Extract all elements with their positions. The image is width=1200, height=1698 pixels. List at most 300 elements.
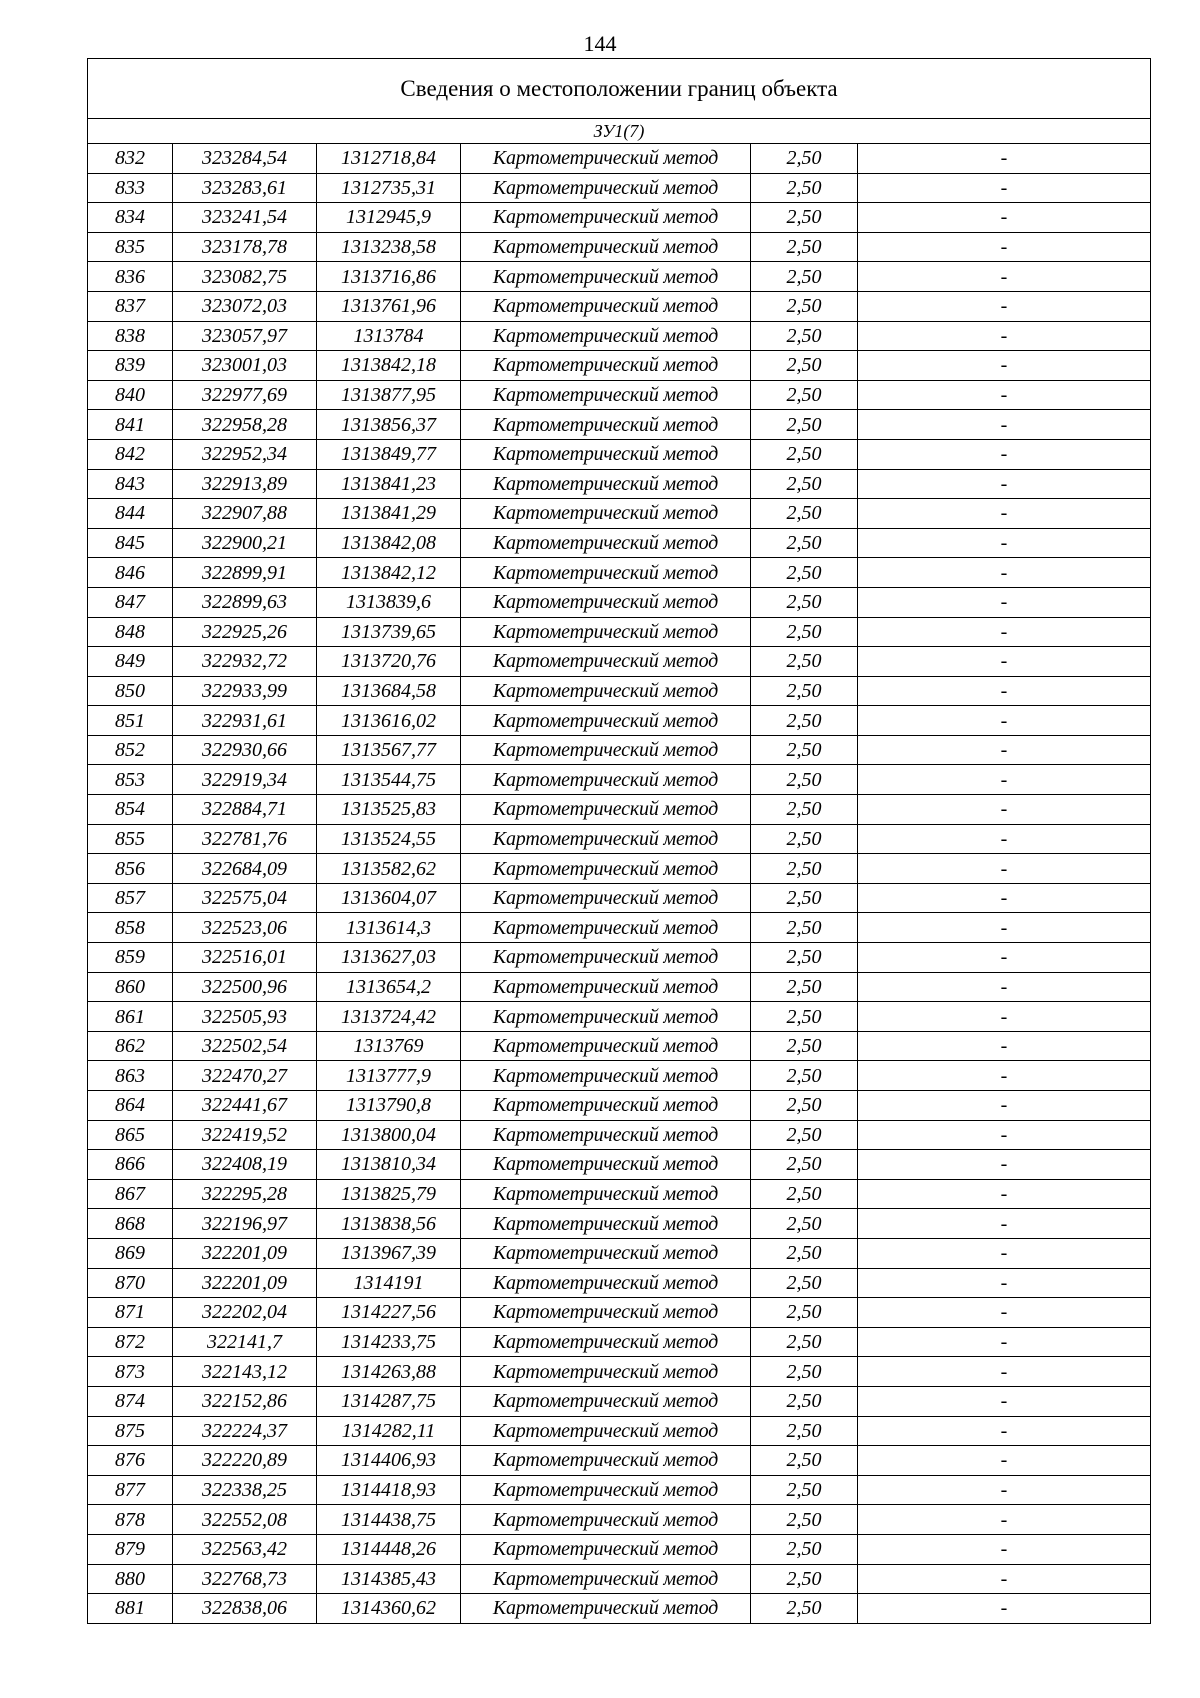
method-cell: Картометрический метод — [461, 1327, 751, 1357]
point-number-cell: 840 — [88, 380, 173, 410]
description-cell: - — [858, 291, 1151, 321]
description-cell: - — [858, 351, 1151, 381]
table-row — [88, 676, 1151, 706]
accuracy-cell: 2,50 — [751, 528, 858, 558]
description-cell: - — [858, 1268, 1151, 1298]
description-cell: - — [858, 144, 1151, 174]
table-row — [88, 1357, 1151, 1387]
accuracy-cell: 2,50 — [751, 1594, 858, 1624]
x-coordinate-cell: 322201,09 — [173, 1268, 317, 1298]
x-coordinate-cell: 322958,28 — [173, 410, 317, 440]
table-row — [88, 1091, 1151, 1121]
x-coordinate-cell: 322977,69 — [173, 380, 317, 410]
method-cell: Картометрический метод — [461, 321, 751, 351]
y-coordinate-cell: 1314385,43 — [317, 1564, 461, 1594]
y-coordinate-cell: 1313724,42 — [317, 1002, 461, 1032]
method-cell: Картометрический метод — [461, 735, 751, 765]
method-cell: Картометрический метод — [461, 647, 751, 677]
description-cell: - — [858, 1416, 1151, 1446]
y-coordinate-cell: 1313627,03 — [317, 943, 461, 973]
method-cell: Картометрический метод — [461, 1446, 751, 1476]
method-cell: Картометрический метод — [461, 291, 751, 321]
y-coordinate-cell: 1312945,9 — [317, 203, 461, 233]
accuracy-cell: 2,50 — [751, 1268, 858, 1298]
table-row — [88, 765, 1151, 795]
x-coordinate-cell: 323001,03 — [173, 351, 317, 381]
y-coordinate-cell: 1313842,08 — [317, 528, 461, 558]
method-cell: Картометрический метод — [461, 1179, 751, 1209]
x-coordinate-cell: 323082,75 — [173, 262, 317, 292]
accuracy-cell: 2,50 — [751, 173, 858, 203]
point-number-cell: 871 — [88, 1298, 173, 1328]
y-coordinate-cell: 1313567,77 — [317, 735, 461, 765]
description-cell: - — [858, 1594, 1151, 1624]
x-coordinate-cell: 322338,25 — [173, 1475, 317, 1505]
method-cell: Картометрический метод — [461, 144, 751, 174]
x-coordinate-cell: 322952,34 — [173, 439, 317, 469]
point-number-cell: 834 — [88, 203, 173, 233]
method-cell: Картометрический метод — [461, 1594, 751, 1624]
description-cell: - — [858, 1150, 1151, 1180]
method-cell: Картометрический метод — [461, 1386, 751, 1416]
description-cell: - — [858, 1446, 1151, 1476]
point-number-cell: 868 — [88, 1209, 173, 1239]
y-coordinate-cell: 1314233,75 — [317, 1327, 461, 1357]
x-coordinate-cell: 322913,89 — [173, 469, 317, 499]
accuracy-cell: 2,50 — [751, 262, 858, 292]
method-cell: Картометрический метод — [461, 972, 751, 1002]
description-cell: - — [858, 943, 1151, 973]
accuracy-cell: 2,50 — [751, 824, 858, 854]
y-coordinate-cell: 1313238,58 — [317, 232, 461, 262]
point-number-cell: 838 — [88, 321, 173, 351]
point-number-cell: 849 — [88, 647, 173, 677]
x-coordinate-cell: 322441,67 — [173, 1091, 317, 1121]
x-coordinate-cell: 322141,7 — [173, 1327, 317, 1357]
description-cell: - — [858, 203, 1151, 233]
description-cell: - — [858, 706, 1151, 736]
x-coordinate-cell: 322838,06 — [173, 1594, 317, 1624]
description-cell: - — [858, 1179, 1151, 1209]
x-coordinate-cell: 322781,76 — [173, 824, 317, 854]
y-coordinate-cell: 1313967,39 — [317, 1238, 461, 1268]
point-number-cell: 843 — [88, 469, 173, 499]
method-cell: Картометрический метод — [461, 1534, 751, 1564]
table-row — [88, 587, 1151, 617]
accuracy-cell: 2,50 — [751, 1031, 858, 1061]
point-number-cell: 852 — [88, 735, 173, 765]
x-coordinate-cell: 322933,99 — [173, 676, 317, 706]
section-row — [88, 119, 1151, 144]
table-row — [88, 144, 1151, 174]
method-cell: Картометрический метод — [461, 587, 751, 617]
x-coordinate-cell: 322516,01 — [173, 943, 317, 973]
x-coordinate-cell: 322196,97 — [173, 1209, 317, 1239]
accuracy-cell: 2,50 — [751, 410, 858, 440]
y-coordinate-cell: 1313841,29 — [317, 499, 461, 529]
description-cell: - — [858, 232, 1151, 262]
description-cell: - — [858, 528, 1151, 558]
y-coordinate-cell: 1313544,75 — [317, 765, 461, 795]
boundary-coordinates-table — [87, 58, 1151, 1624]
table-row — [88, 351, 1151, 381]
accuracy-cell: 2,50 — [751, 321, 858, 351]
y-coordinate-cell: 1314418,93 — [317, 1475, 461, 1505]
y-coordinate-cell: 1313739,65 — [317, 617, 461, 647]
y-coordinate-cell: 1313842,12 — [317, 558, 461, 588]
x-coordinate-cell: 322202,04 — [173, 1298, 317, 1328]
y-coordinate-cell: 1313769 — [317, 1031, 461, 1061]
accuracy-cell: 2,50 — [751, 1446, 858, 1476]
point-number-cell: 880 — [88, 1564, 173, 1594]
table-row — [88, 1238, 1151, 1268]
point-number-cell: 836 — [88, 262, 173, 292]
y-coordinate-cell: 1313810,34 — [317, 1150, 461, 1180]
accuracy-cell: 2,50 — [751, 854, 858, 884]
y-coordinate-cell: 1313761,96 — [317, 291, 461, 321]
description-cell: - — [858, 469, 1151, 499]
description-cell: - — [858, 735, 1151, 765]
x-coordinate-cell: 322505,93 — [173, 1002, 317, 1032]
point-number-cell: 864 — [88, 1091, 173, 1121]
method-cell: Картометрический метод — [461, 499, 751, 529]
accuracy-cell: 2,50 — [751, 439, 858, 469]
accuracy-cell: 2,50 — [751, 203, 858, 233]
x-coordinate-cell: 322408,19 — [173, 1150, 317, 1180]
description-cell: - — [858, 883, 1151, 913]
accuracy-cell: 2,50 — [751, 647, 858, 677]
x-coordinate-cell: 323283,61 — [173, 173, 317, 203]
method-cell: Картометрический метод — [461, 232, 751, 262]
description-cell: - — [858, 795, 1151, 825]
y-coordinate-cell: 1314438,75 — [317, 1505, 461, 1535]
table-row — [88, 1031, 1151, 1061]
point-number-cell: 870 — [88, 1268, 173, 1298]
description-cell: - — [858, 1091, 1151, 1121]
accuracy-cell: 2,50 — [751, 1357, 858, 1387]
table-row — [88, 1150, 1151, 1180]
accuracy-cell: 2,50 — [751, 144, 858, 174]
point-number-cell: 858 — [88, 913, 173, 943]
table-row — [88, 706, 1151, 736]
accuracy-cell: 2,50 — [751, 351, 858, 381]
method-cell: Картометрический метод — [461, 765, 751, 795]
x-coordinate-cell: 322152,86 — [173, 1386, 317, 1416]
accuracy-cell: 2,50 — [751, 1386, 858, 1416]
description-cell: - — [858, 1564, 1151, 1594]
y-coordinate-cell: 1313856,37 — [317, 410, 461, 440]
accuracy-cell: 2,50 — [751, 1238, 858, 1268]
point-number-cell: 845 — [88, 528, 173, 558]
method-cell: Картометрический метод — [461, 1564, 751, 1594]
point-number-cell: 846 — [88, 558, 173, 588]
point-number-cell: 860 — [88, 972, 173, 1002]
method-cell: Картометрический метод — [461, 558, 751, 588]
table-row — [88, 1594, 1151, 1624]
point-number-cell: 863 — [88, 1061, 173, 1091]
point-number-cell: 872 — [88, 1327, 173, 1357]
accuracy-cell: 2,50 — [751, 1061, 858, 1091]
y-coordinate-cell: 1313616,02 — [317, 706, 461, 736]
method-cell: Картометрический метод — [461, 469, 751, 499]
table-row — [88, 262, 1151, 292]
table-row — [88, 1298, 1151, 1328]
x-coordinate-cell: 322931,61 — [173, 706, 317, 736]
description-cell: - — [858, 1386, 1151, 1416]
method-cell: Картометрический метод — [461, 262, 751, 292]
description-cell: - — [858, 1298, 1151, 1328]
description-cell: - — [858, 1357, 1151, 1387]
method-cell: Картометрический метод — [461, 617, 751, 647]
accuracy-cell: 2,50 — [751, 380, 858, 410]
y-coordinate-cell: 1313790,8 — [317, 1091, 461, 1121]
description-cell: - — [858, 647, 1151, 677]
x-coordinate-cell: 322899,63 — [173, 587, 317, 617]
method-cell: Картометрический метод — [461, 706, 751, 736]
point-number-cell: 861 — [88, 1002, 173, 1032]
description-cell: - — [858, 321, 1151, 351]
accuracy-cell: 2,50 — [751, 1179, 858, 1209]
x-coordinate-cell: 322470,27 — [173, 1061, 317, 1091]
y-coordinate-cell: 1313877,95 — [317, 380, 461, 410]
accuracy-cell: 2,50 — [751, 1120, 858, 1150]
y-coordinate-cell: 1313839,6 — [317, 587, 461, 617]
description-cell: - — [858, 410, 1151, 440]
x-coordinate-cell: 322925,26 — [173, 617, 317, 647]
y-coordinate-cell: 1314191 — [317, 1268, 461, 1298]
x-coordinate-cell: 322201,09 — [173, 1238, 317, 1268]
page-number: 144 — [583, 31, 617, 56]
point-number-cell: 857 — [88, 883, 173, 913]
table-row — [88, 735, 1151, 765]
y-coordinate-cell: 1314406,93 — [317, 1446, 461, 1476]
x-coordinate-cell: 322899,91 — [173, 558, 317, 588]
description-cell: - — [858, 1238, 1151, 1268]
description-cell: - — [858, 380, 1151, 410]
accuracy-cell: 2,50 — [751, 972, 858, 1002]
table-row — [88, 410, 1151, 440]
x-coordinate-cell: 322419,52 — [173, 1120, 317, 1150]
point-number-cell: 841 — [88, 410, 173, 440]
table-row — [88, 972, 1151, 1002]
x-coordinate-cell: 322575,04 — [173, 883, 317, 913]
point-number-cell: 878 — [88, 1505, 173, 1535]
x-coordinate-cell: 322502,54 — [173, 1031, 317, 1061]
point-number-cell: 853 — [88, 765, 173, 795]
y-coordinate-cell: 1313838,56 — [317, 1209, 461, 1239]
accuracy-cell: 2,50 — [751, 765, 858, 795]
table-row — [88, 617, 1151, 647]
accuracy-cell: 2,50 — [751, 1002, 858, 1032]
table-row — [88, 1386, 1151, 1416]
method-cell: Картометрический метод — [461, 1298, 751, 1328]
method-cell: Картометрический метод — [461, 1416, 751, 1446]
accuracy-cell: 2,50 — [751, 232, 858, 262]
y-coordinate-cell: 1313777,9 — [317, 1061, 461, 1091]
description-cell: - — [858, 1475, 1151, 1505]
table-row — [88, 913, 1151, 943]
method-cell: Картометрический метод — [461, 943, 751, 973]
x-coordinate-cell: 322930,66 — [173, 735, 317, 765]
method-cell: Картометрический метод — [461, 1475, 751, 1505]
table-row — [88, 883, 1151, 913]
x-coordinate-cell: 322907,88 — [173, 499, 317, 529]
method-cell: Картометрический метод — [461, 1209, 751, 1239]
description-cell: - — [858, 765, 1151, 795]
table-row — [88, 647, 1151, 677]
table-row — [88, 1534, 1151, 1564]
point-number-cell: 869 — [88, 1238, 173, 1268]
x-coordinate-cell: 322932,72 — [173, 647, 317, 677]
y-coordinate-cell: 1314227,56 — [317, 1298, 461, 1328]
accuracy-cell: 2,50 — [751, 735, 858, 765]
accuracy-cell: 2,50 — [751, 499, 858, 529]
table-row — [88, 321, 1151, 351]
point-number-cell: 842 — [88, 439, 173, 469]
accuracy-cell: 2,50 — [751, 1150, 858, 1180]
table-row — [88, 173, 1151, 203]
accuracy-cell: 2,50 — [751, 291, 858, 321]
y-coordinate-cell: 1313604,07 — [317, 883, 461, 913]
x-coordinate-cell: 322563,42 — [173, 1534, 317, 1564]
table-row — [88, 1179, 1151, 1209]
accuracy-cell: 2,50 — [751, 1209, 858, 1239]
table-title: Сведения о местоположении границ объекта — [88, 59, 1151, 119]
table-row — [88, 1061, 1151, 1091]
table-row — [88, 1446, 1151, 1476]
y-coordinate-cell: 1313684,58 — [317, 676, 461, 706]
point-number-cell: 881 — [88, 1594, 173, 1624]
description-cell: - — [858, 676, 1151, 706]
description-cell: - — [858, 1327, 1151, 1357]
x-coordinate-cell: 322884,71 — [173, 795, 317, 825]
accuracy-cell: 2,50 — [751, 1327, 858, 1357]
y-coordinate-cell: 1313842,18 — [317, 351, 461, 381]
y-coordinate-cell: 1314448,26 — [317, 1534, 461, 1564]
x-coordinate-cell: 322224,37 — [173, 1416, 317, 1446]
description-cell: - — [858, 824, 1151, 854]
x-coordinate-cell: 322220,89 — [173, 1446, 317, 1476]
method-cell: Картометрический метод — [461, 1268, 751, 1298]
accuracy-cell: 2,50 — [751, 883, 858, 913]
method-cell: Картометрический метод — [461, 883, 751, 913]
method-cell: Картометрический метод — [461, 528, 751, 558]
description-cell: - — [858, 558, 1151, 588]
method-cell: Картометрический метод — [461, 854, 751, 884]
point-number-cell: 862 — [88, 1031, 173, 1061]
point-number-cell: 850 — [88, 676, 173, 706]
y-coordinate-cell: 1312735,31 — [317, 173, 461, 203]
y-coordinate-cell: 1313841,23 — [317, 469, 461, 499]
point-number-cell: 837 — [88, 291, 173, 321]
accuracy-cell: 2,50 — [751, 1475, 858, 1505]
method-cell: Картометрический метод — [461, 1031, 751, 1061]
point-number-cell: 855 — [88, 824, 173, 854]
method-cell: Картометрический метод — [461, 410, 751, 440]
table-row — [88, 1475, 1151, 1505]
point-number-cell: 867 — [88, 1179, 173, 1209]
table-row — [88, 291, 1151, 321]
description-cell: - — [858, 439, 1151, 469]
description-cell: - — [858, 1534, 1151, 1564]
table-row — [88, 1120, 1151, 1150]
table-row — [88, 499, 1151, 529]
accuracy-cell: 2,50 — [751, 1564, 858, 1594]
x-coordinate-cell: 322768,73 — [173, 1564, 317, 1594]
point-number-cell: 832 — [88, 144, 173, 174]
description-cell: - — [858, 1120, 1151, 1150]
accuracy-cell: 2,50 — [751, 1298, 858, 1328]
accuracy-cell: 2,50 — [751, 1416, 858, 1446]
method-cell: Картометрический метод — [461, 1061, 751, 1091]
point-number-cell: 854 — [88, 795, 173, 825]
accuracy-cell: 2,50 — [751, 795, 858, 825]
accuracy-cell: 2,50 — [751, 676, 858, 706]
x-coordinate-cell: 322919,34 — [173, 765, 317, 795]
y-coordinate-cell: 1314263,88 — [317, 1357, 461, 1387]
y-coordinate-cell: 1313800,04 — [317, 1120, 461, 1150]
method-cell: Картометрический метод — [461, 1238, 751, 1268]
table-row — [88, 1416, 1151, 1446]
y-coordinate-cell: 1313654,2 — [317, 972, 461, 1002]
y-coordinate-cell: 1313720,76 — [317, 647, 461, 677]
x-coordinate-cell: 322552,08 — [173, 1505, 317, 1535]
table-body — [88, 59, 1151, 1624]
x-coordinate-cell: 323178,78 — [173, 232, 317, 262]
point-number-cell: 879 — [88, 1534, 173, 1564]
table-row — [88, 1327, 1151, 1357]
description-cell: - — [858, 1031, 1151, 1061]
accuracy-cell: 2,50 — [751, 943, 858, 973]
x-coordinate-cell: 322500,96 — [173, 972, 317, 1002]
x-coordinate-cell: 322143,12 — [173, 1357, 317, 1387]
y-coordinate-cell: 1314287,75 — [317, 1386, 461, 1416]
point-number-cell: 866 — [88, 1150, 173, 1180]
table-row — [88, 528, 1151, 558]
accuracy-cell: 2,50 — [751, 1534, 858, 1564]
table-row — [88, 232, 1151, 262]
method-cell: Картометрический метод — [461, 1357, 751, 1387]
point-number-cell: 873 — [88, 1357, 173, 1387]
description-cell: - — [858, 1061, 1151, 1091]
accuracy-cell: 2,50 — [751, 587, 858, 617]
point-number-cell: 856 — [88, 854, 173, 884]
method-cell: Картометрический метод — [461, 1002, 751, 1032]
method-cell: Картометрический метод — [461, 824, 751, 854]
method-cell: Картометрический метод — [461, 203, 751, 233]
point-number-cell: 847 — [88, 587, 173, 617]
method-cell: Картометрический метод — [461, 676, 751, 706]
description-cell: - — [858, 587, 1151, 617]
table-row — [88, 469, 1151, 499]
x-coordinate-cell: 323057,97 — [173, 321, 317, 351]
table-row — [88, 1564, 1151, 1594]
table-row — [88, 558, 1151, 588]
method-cell: Картометрический метод — [461, 795, 751, 825]
accuracy-cell: 2,50 — [751, 1505, 858, 1535]
y-coordinate-cell: 1313525,83 — [317, 795, 461, 825]
y-coordinate-cell: 1313784 — [317, 321, 461, 351]
point-number-cell: 875 — [88, 1416, 173, 1446]
point-number-cell: 839 — [88, 351, 173, 381]
description-cell: - — [858, 1209, 1151, 1239]
x-coordinate-cell: 323241,54 — [173, 203, 317, 233]
description-cell: - — [858, 854, 1151, 884]
table-row — [88, 1268, 1151, 1298]
table-row — [88, 1505, 1151, 1535]
table-title-row — [88, 59, 1151, 119]
point-number-cell: 859 — [88, 943, 173, 973]
